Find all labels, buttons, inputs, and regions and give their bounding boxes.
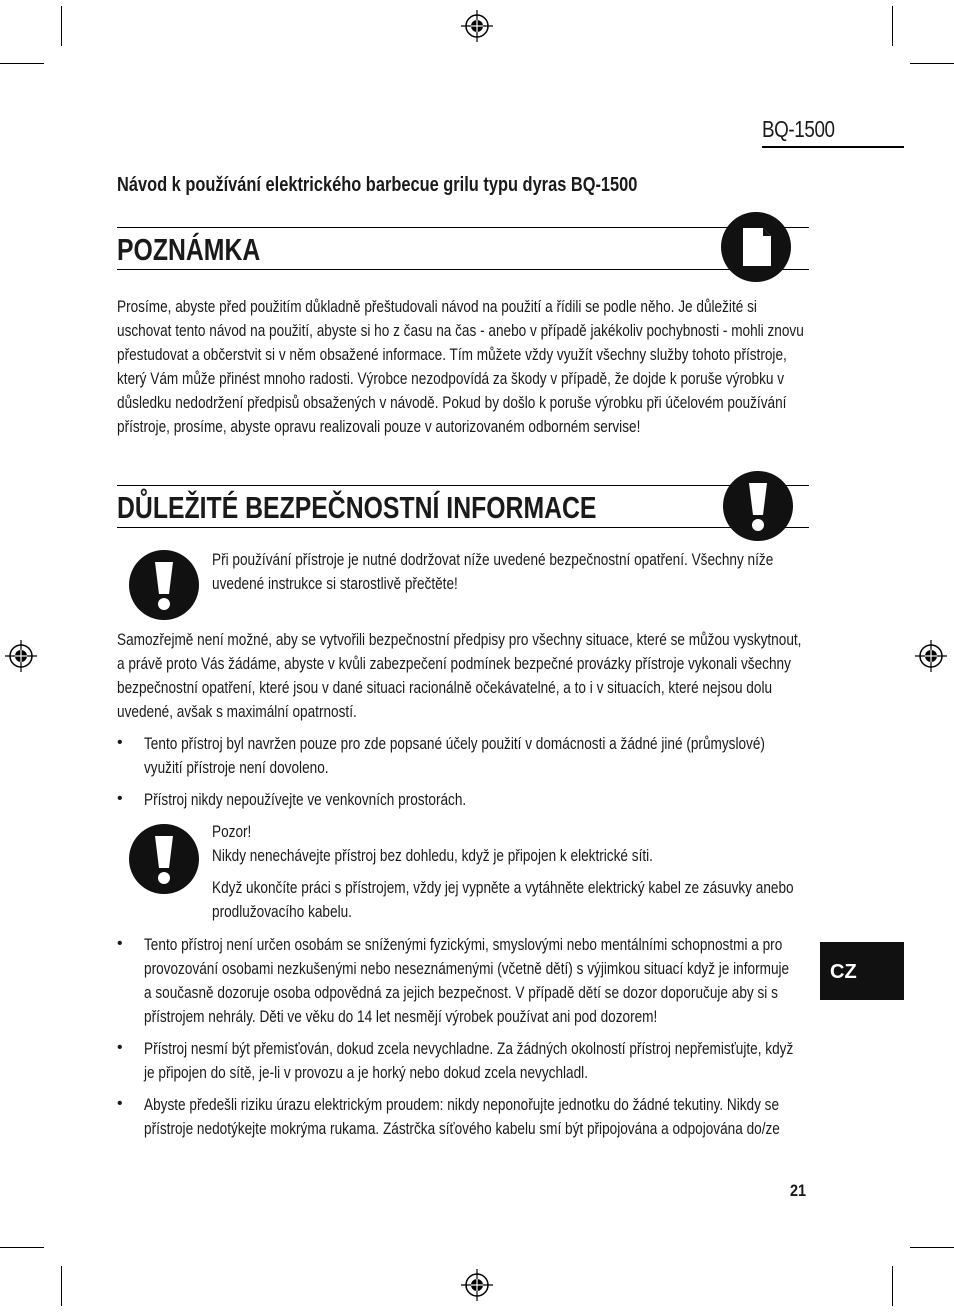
crop-mark <box>61 1266 62 1306</box>
text-line: Prosíme, abyste před použitím důkladně přeštudovali návod na použití a řídili se podle něho. Je důležité si <box>117 297 757 316</box>
text-line: využití přístroje není dovoleno. <box>144 758 329 777</box>
bullet-marker: • <box>117 790 123 807</box>
section-rule-top <box>117 227 809 228</box>
bullet-marker: • <box>117 734 123 751</box>
crop-mark <box>0 1247 44 1248</box>
text-line: Samozřejmě není možné, aby se vytvořili bezpečnostní předpisy pro všechny situace, které se můžou vyskytnout, <box>117 630 802 649</box>
text-line: je připojen do sítě, je-li v provozu a je horký nebo dokud zcela nevychladl. <box>144 1063 588 1082</box>
bullet-marker: • <box>117 1039 123 1056</box>
bullet-marker: • <box>117 1095 123 1112</box>
intro-paragraph <box>117 628 806 724</box>
crop-mark <box>892 6 893 46</box>
caution-label: Pozor! <box>212 822 252 841</box>
bullet-item <box>144 933 833 1029</box>
text-line: uvedené, avšak s maximální opatrností. <box>117 702 357 721</box>
text-line: a současně dozoruje osoba odpovědná za jejich bezpečnost. V případě dětí se dozor doporučuje aby si s <box>144 983 778 1002</box>
exclamation-icon <box>129 824 199 894</box>
text-line: přestudovat a občerstvit si v něm obsažené informace. Tím můžete vždy využít všechny služby tohoto přístroje, <box>117 345 787 364</box>
text-line: Při používání přístroje je nutné dodržovat níže uvedené bezpečnostní opatření. Všechny níže <box>212 550 774 569</box>
exclamation-icon <box>723 471 793 541</box>
bullet-marker: • <box>117 935 123 952</box>
bullet-item <box>144 1093 833 1141</box>
text-line: přístrojem nehrály. Děti ve věku do 14 let nesmějí výrobek používat ani pod dozorem! <box>144 1007 658 1026</box>
bullet-item <box>144 1037 833 1085</box>
crop-mark <box>892 1266 893 1306</box>
text-line: důsledku nedodržení předpisů obsažených v návodě. Pokud by došlo k poruše výrobku při účelovém používání <box>117 393 787 412</box>
language-tab-label: CZ <box>830 961 857 983</box>
text-line: uschovat tento návod na použití, abyste si ho z času na čas - anebo v případě jakékoliv pochybnosti - mohli znovu <box>117 321 804 340</box>
crop-mark <box>910 63 954 64</box>
section-rule-top <box>117 485 809 486</box>
model-number: BQ-1500 <box>762 116 835 142</box>
text-line: bezpečnostní opatření, které jsou v dané situaci racionálně očekávatelné, a to i v situacích, které nejsou dolu <box>117 678 773 697</box>
section-heading-safety: DŮLEŽITÉ BEZPEČNOSTNÍ INFORMACE <box>117 490 597 525</box>
text-line: prodlužovacího kabelu. <box>212 902 352 921</box>
text-line: přístroje, prosíme, abyste opravu realizovali pouze v autorizovaném odborném servise! <box>117 417 641 436</box>
document-icon <box>721 212 791 282</box>
warning-paragraph <box>212 548 901 596</box>
text-line: Tento přístroj byl navržen pouze pro zde popsané účely použití v domácnosti a žádné jiné (průmyslové) <box>144 734 765 753</box>
caution-paragraph <box>212 820 901 868</box>
page-number: 21 <box>790 1181 807 1200</box>
section-rule-bottom <box>117 269 809 270</box>
note-paragraph <box>117 295 806 439</box>
text-line: Tento přístroj není určen osobám se sníženými fyzickými, smyslovými nebo mentálními schopnostmi a pro <box>144 935 783 954</box>
crop-mark <box>0 63 44 64</box>
section-heading-note: POZNÁMKA <box>117 232 261 267</box>
registration-mark-icon <box>460 1268 494 1302</box>
text-line: přístroje nedotýkejte mokrýma rukama. Zástrčka síťového kabelu smí být připojována a odpojována do/ze <box>144 1119 780 1138</box>
registration-mark-icon <box>914 639 948 673</box>
crop-mark <box>61 6 62 46</box>
exclamation-icon <box>129 550 199 620</box>
text-line: a právě proto Vás žádáme, abyste v kvůli zabezpečení podmínek bezpečné provázky přístroje vykonali všechny <box>117 654 791 673</box>
text-line: Když ukončíte práci s přístrojem, vždy jej vypněte a vytáhněte elektrický kabel ze zásuvky anebo <box>212 878 794 897</box>
text-line: provozování osobami nezkušenými nebo neseznámenými (včetně dětí) s výjimkou situací když je informuje <box>144 959 790 978</box>
text-line: Nikdy nenechávejte přístroj bez dohledu, když je připojen k elektrické síti. <box>212 846 653 865</box>
language-tab <box>820 942 904 1000</box>
text-line: Abyste předešli riziku úrazu elektrickým proudem: nikdy neponořujte jednotku do žádné tekutiny. Nikdy se <box>144 1095 780 1114</box>
text-line: Přístroj nikdy nepoužívejte ve venkovních prostorách. <box>144 790 467 809</box>
text-line: uvedené instrukce si starostlivě přečtěte! <box>212 574 458 593</box>
document-title: Návod k používání elektrického barbecue grilu typu dyras BQ-1500 <box>117 174 638 196</box>
caution-paragraph-2 <box>212 876 901 924</box>
crop-mark <box>910 1247 954 1248</box>
text-line: Přístroj nesmí být přemisťován, dokud zcela nevychladne. Za žádných okolností přístroj nepřemisťujte, když <box>144 1039 794 1058</box>
bullet-item <box>144 732 833 780</box>
registration-mark-icon <box>460 9 494 43</box>
text-line: který Vám může přinést mnoho radosti. Výrobce nezodpovídá za škody v případě, že dojde k poruše výrobku v <box>117 369 785 388</box>
section-rule-bottom <box>117 527 809 528</box>
registration-mark-icon <box>4 639 38 673</box>
bullet-item <box>144 788 833 812</box>
model-underline <box>762 146 904 148</box>
